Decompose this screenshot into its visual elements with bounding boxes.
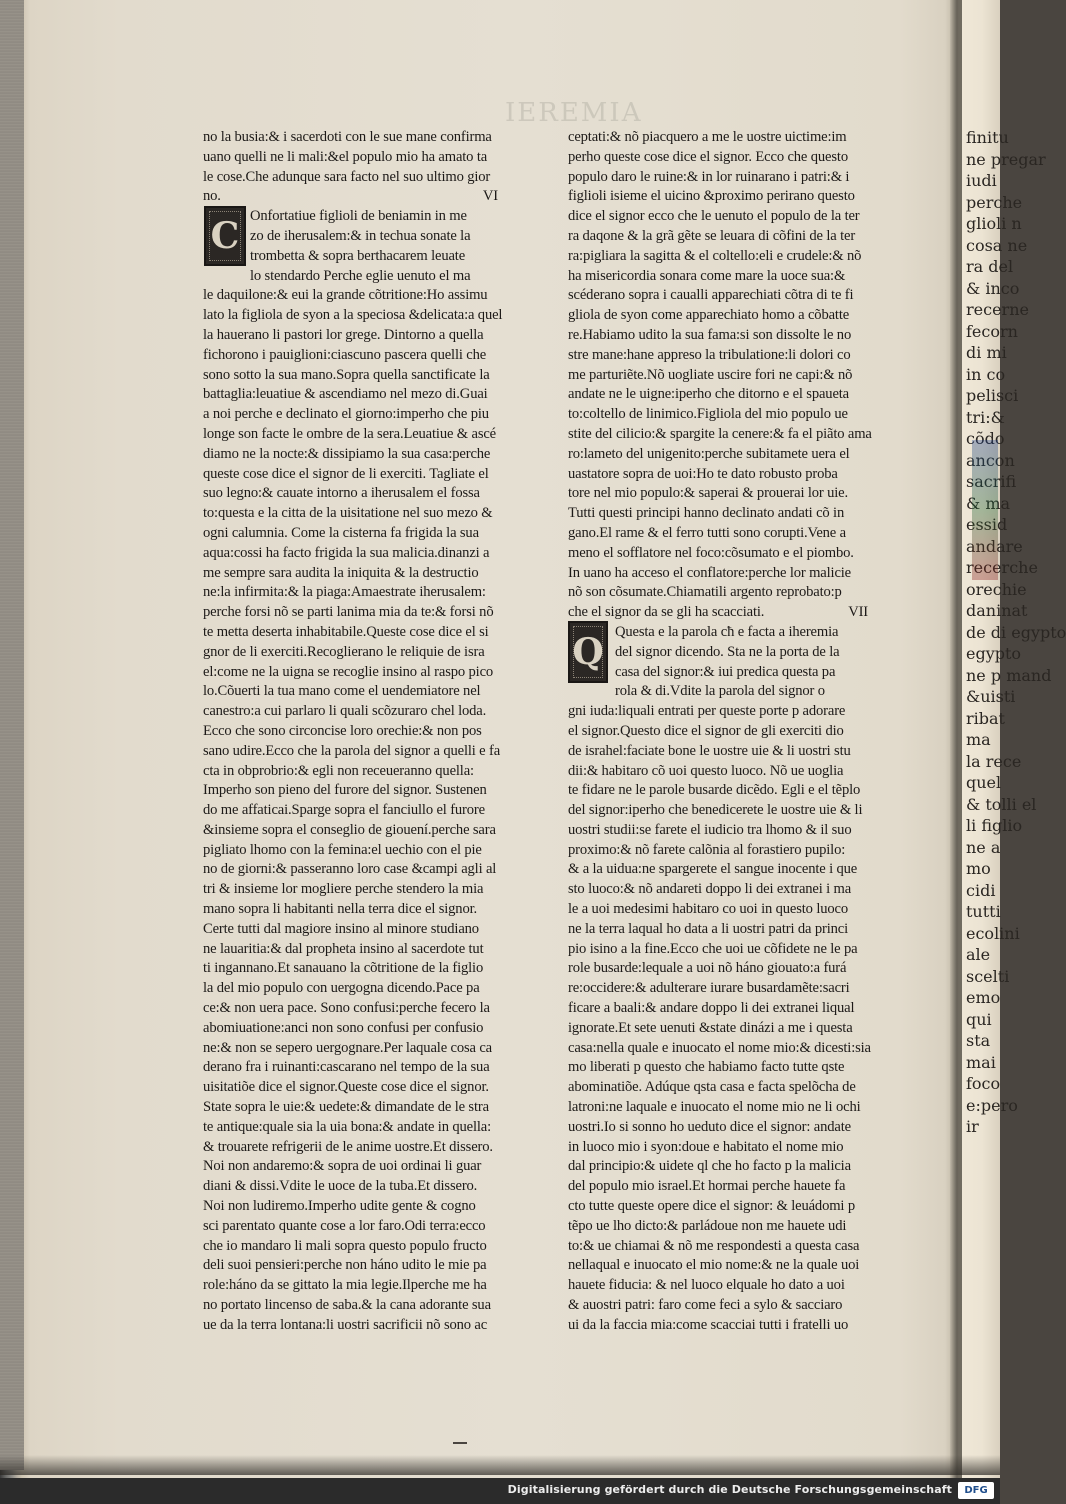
adjacent-page-fragment: ribat [966, 708, 1005, 728]
adjacent-page-fragment: egypto [966, 644, 1022, 663]
adjacent-page-fragment: sta [966, 1031, 991, 1050]
adjacent-page-fragment: essid [966, 515, 1008, 534]
text-line: ui da la faccia mia:come scacciai tutti i fratelli uo [568, 1316, 849, 1333]
text-line: uisitatiõe dice el signor.Queste cose dice el signor. [203, 1079, 489, 1096]
text-line: sci parentato quante cose a lor faro.Odi terra:ecco [203, 1217, 486, 1234]
drop-cap-letter: Q [572, 631, 604, 673]
adjacent-page-fragment: pelisci [966, 386, 1019, 405]
show-through-running-head: IEREMIA [505, 98, 643, 128]
text-line: Noi non ludiremo.Imperho udite gente & cogno [203, 1198, 476, 1215]
text-line: aqua:cossi ha facto frigida la sua malicia.dinanzi a [203, 544, 490, 561]
adjacent-page-fragment: fecorn [966, 321, 1018, 341]
adjacent-page-edge [962, 0, 1066, 1480]
text-line: & a la uidua:ne spargerete el sangue inocente i que [568, 861, 858, 878]
drop-cap-letter: C [210, 215, 240, 257]
text-line: diani & dissi.Vdite le uoce de la tuba.Et dissero. [203, 1178, 478, 1195]
text-line: nõ son cõsumate.Chiamatili argento reprobato:p [568, 584, 842, 601]
text-line: Imperho son pieno del furore del signor. Sustenen [203, 782, 487, 799]
text-line: canestro:a cui parlaro li quali scõzuraro chel loda. [203, 703, 487, 720]
text-line: role busarde:lequale a uoi nõ háno giouato:a furá [568, 960, 847, 977]
text-line: rola & di.Vdite la parola del signor o [615, 683, 825, 700]
adjacent-page-fragment: cõdo [966, 429, 1005, 448]
text-line: te fidare ne le parole busarde dicẽdo. Egli e el tẽplo [568, 782, 861, 799]
funding-notice: Digitalisierung gefördert durch die Deutsche Forschungsgemeinschaft [507, 1483, 952, 1496]
text-line: to:questa e la citta de la uisitatione nel suo mezo & [203, 505, 493, 522]
text-line: latroni:ne laquale e inuocato el nome mio ne li ochi [568, 1099, 861, 1116]
text-line: Questa e la parola cħ e facta a iheremia [615, 623, 839, 640]
adjacent-page-fragment: sacrifi [966, 472, 1017, 491]
adjacent-page-fragment: scelti [966, 966, 1010, 986]
adjacent-page-fragment: foco [966, 1074, 1001, 1093]
text-line: andate ne le uigne:iperho che ditorno e el spaueta [568, 386, 850, 403]
adjacent-page-fragment: orechie [966, 579, 1027, 599]
text-line: battaglia:leuatiue & ascendiamo nel mezo di.Guai [203, 386, 488, 403]
text-line: lato la figliola de syon a la speciosa &delicata:a quel [203, 307, 503, 324]
text-line: pio isino a la fine.Ecco che uoi ue cõfidete ne le pa [568, 940, 858, 957]
text-line: Onfortatiue figlioli de beniamin in me [250, 208, 467, 225]
text-line: &insieme sopra el conseglio de giouení.perche sara [203, 821, 496, 838]
adjacent-page-fragment: recerche [966, 558, 1038, 577]
adjacent-page-fragment: mai [966, 1052, 996, 1072]
adjacent-page-fragment: ale [966, 945, 991, 964]
adjacent-page-fragment: andare [966, 536, 1023, 556]
text-line: le daquilone:& eui la grande cõtritione:Ho assimu [203, 287, 488, 304]
text-line: Noi non andaremo:& sopra de uoi ordinai li guar [203, 1158, 482, 1175]
text-line: la del mio populo con uergogna dicendo.Pace pa [203, 980, 480, 997]
text-line: del signor:iperho che benedicerete le uostre uie & li [568, 802, 863, 819]
text-line [203, 187, 548, 207]
adjacent-page-fragment: qui [966, 1009, 992, 1029]
text-line: perho queste cose dice el signor. Ecco che questo [568, 148, 848, 165]
text-line: ti ingannano.Et sanauano la cõtritione de la figlio [203, 960, 484, 977]
text-line: el signor.Questo dice el signor de gli exerciti dio [568, 722, 844, 739]
text-line: ue da la terra lontana:li uostri sacrificii nõ sono ac [203, 1316, 488, 1333]
text-line: abomiuatione:anci non sono confusi per confusio [203, 1019, 484, 1036]
adjacent-page-fragment: ne pregar [966, 149, 1046, 169]
right-drop-cap-initial [568, 621, 608, 683]
text-line: do me affaticai.Sparge sopra el fanciullo el furore [203, 802, 485, 819]
adjacent-page-fragment: daninat [966, 601, 1028, 620]
text-line: tore nel mio populo:& saperai & prouerai lor uie. [568, 485, 848, 502]
text-line: gnor de li exerciti.Recoglierano le reliquie de isra [203, 643, 485, 660]
adjacent-page-fragment: quel [966, 773, 1002, 792]
text-line: casa:nella quale e inuocato el nome mio:& dicesti:sia [568, 1039, 871, 1056]
text-line: casa del signor:& iui predica questa pa [615, 663, 836, 680]
chapter-number: VII [848, 604, 868, 621]
text-line: State sopra le uie:& uedete:& dimandate de le stra [203, 1099, 489, 1116]
text-line: hauete fiducia: & nel luoco elquale ho dato a uoi [568, 1277, 845, 1294]
text-line: ignorate.Et sete uenuti &state dinázi a me i questa [568, 1019, 853, 1036]
adjacent-page-fragment: & tolli el [966, 794, 1037, 814]
text-line: fichorono i pauiglioni:ciascuno pascera quelli che [203, 346, 487, 363]
text-line: dal principio:& uidete ql che ho facto p la malicia [568, 1158, 851, 1175]
left-text-column [203, 128, 548, 1336]
adjacent-page-fragment: finitu [966, 128, 1009, 147]
text-line: la hauerano li pastori lor grege. Dintorno a quella [203, 326, 484, 343]
text-line: mano sopra li habitanti nella terra dice el signor. [203, 901, 477, 918]
text-line: perche forsi nõ se parti lanima mia da te:& forsi nõ [203, 604, 494, 621]
text-line: cto tutte queste opere dice el signor: & leuádomi p [568, 1198, 855, 1215]
adjacent-page-fragment: ancon [966, 450, 1015, 470]
text-line: populo daro le ruine:& in lor ruinarano i patri:& i [568, 168, 850, 185]
text-line: deli suoi pensieri:perche non háno udito le mie pa [203, 1257, 487, 1274]
adjacent-page-fragment: la rece [966, 751, 1022, 771]
chapter-number: VI [482, 188, 498, 205]
ornament-border [209, 211, 241, 261]
text-line: del populo mio israel.Et hormai perche hauete fa [568, 1178, 846, 1195]
text-line: re:occidere:& adulterare iurare busardamẽte:sacri [568, 980, 850, 997]
text-line: uostri.Io si sonno ho ueduto dice el signor: andate [568, 1118, 851, 1135]
text-line: tri & insieme lor mogliere perche stendero la mia [203, 881, 484, 898]
digitization-footer-bar [0, 1478, 1000, 1504]
text-line: ra daqone & la grã gẽte se leuara di cõfini de la ter [568, 227, 856, 244]
dfg-logo-text: DFG [964, 1485, 988, 1496]
text-line: ro:lameto del unigenito:perche subitamete uera el [568, 445, 850, 462]
text-line: figlioli isieme el uicino &proximo perirano questo [568, 188, 855, 205]
text-line: meno el sofflatore nel foco:cõsumato e el piombo. [568, 544, 854, 561]
text-line: ne la terra laqual ho data a li uostri patri da princi [568, 920, 849, 937]
adjacent-page-fragment: ecolini [966, 923, 1020, 943]
text-line: to:& ue chiamai & nõ me respondesti a questa casa [568, 1237, 860, 1254]
text-line: In uano ha acceso el conflatore:perche lor malicie [568, 564, 852, 581]
text-line: zo de iherusalem:& in techua sonate la [250, 227, 471, 244]
text-line: me sempre sara audita la iniquita & la destructio [203, 564, 479, 581]
text-line: tẽpo ue lho dicto:& parládoue non me hauete udi [568, 1217, 847, 1234]
catchword-dash [453, 1442, 467, 1444]
text-line: le a uoi medesimi habitaro co uoi in questo luoco [568, 901, 849, 918]
text-line: ficare a baali:& andare doppo li dei extranei liqual [568, 1000, 855, 1017]
text-line: no portato lincenso de saba.& la cana adorante sua [203, 1297, 491, 1314]
text-line: stite del cilicio:& spargite la cenere:& fa el piãto ama [568, 425, 872, 442]
text-line: role:háno da se gittato la mia legie.Ilperche me ha [203, 1277, 487, 1294]
text-line: sano udire.Ecco che la parola del signor a quelli e fa [203, 742, 501, 759]
text-line: ceptati:& nõ piacquero a me le uostre uictime:im [568, 129, 847, 145]
adjacent-page-fragment: ne p mand [966, 665, 1052, 685]
text-line: ra:pigliara la sagitta & el coltello:eli e crudele:& nõ [568, 247, 862, 264]
adjacent-page-fragment: li figlio [966, 816, 1023, 835]
text-line: in luoco mio i syon:doue e habitato el nome mio [568, 1138, 844, 1155]
text-line: ne lauaritia:& dal propheta insino al sacerdote tut [203, 940, 484, 957]
text-line: queste cose dice el signor de li exerciti. Tagliate el [203, 465, 489, 482]
text-line: dii:& habitaro cõ uoi questo luoco. Nõ ue uoglia [568, 762, 844, 779]
text-line: scéderano sopra i caualli apparechiati cõtra di te fi [568, 287, 854, 304]
text-line: suo legno:& cauate intorno a iherusalem el fossa [203, 485, 480, 502]
text-line: ce:& non uera pace. Sono confusi:perche fecero la [203, 1000, 490, 1017]
text-line: uano quelli ne li mali:&el populo mio ha amato ta [203, 148, 488, 165]
text-line: lo stendardo Perche eglie uenuto el ma [250, 267, 471, 284]
adjacent-page-fragment: ra del [966, 257, 1014, 276]
text-line: & auostri patri: faro come feci a sylo & sacciaro [568, 1297, 843, 1314]
text-line: sono sotto la sua mano.Sopra quella sanctificate la [203, 366, 490, 383]
text-line: gano.El rame & el ferro tutti sono corupti.Vene a [568, 524, 846, 541]
text-line: Certe tutti dal magiore insino al minore studiano [203, 920, 479, 937]
text-line: de israhel:faciate bone le uostre uie & li uostri stu [568, 742, 851, 759]
text-line: ne:la infirmita:& la piaga:Amaestrate iherusalem: [203, 584, 486, 601]
text-line: lo.Cõuerti la tua mano come el uendemiatore nel [203, 683, 481, 700]
text-line: re.Habiamo udito la sua fama:si son dissolte le no [568, 326, 852, 343]
text-line: mo liberati p questo che habiamo facto tutte qste [568, 1059, 845, 1076]
text-line [568, 603, 908, 623]
adjacent-page-fragment: mo [966, 859, 991, 878]
text-line: a noi perche e declinato el giorno:imperho che piu [203, 406, 489, 423]
text-line: dice el signor ecco che le uenuto el populo de la ter [568, 208, 860, 225]
text-line: Ecco che sono circoncise loro orechie:& non pos [203, 722, 482, 739]
text-line: & trouarete refrigerii de le anime uostre.Et dissero. [203, 1138, 493, 1155]
adjacent-page-fragment: ne a [966, 837, 1001, 857]
adjacent-page-fragment: in co [966, 364, 1006, 384]
right-text-column [568, 128, 908, 1336]
adjacent-page-fragment: perche [966, 192, 1023, 212]
text-line: no la busia:& i sacerdoti con le sue mane confirma [203, 129, 492, 145]
text-line: pigliato lhomo con la femina:el uechio con el pie [203, 841, 482, 858]
adjacent-page-fragment: tutti [966, 902, 1001, 921]
text-line: te metta deserta inhabitabile.Queste cose dice el si [203, 623, 489, 640]
text-line: gliola de syon come apparechiato homo a cõbatte [568, 307, 850, 324]
text-line: che io mandaro li mali sopra questo populo fructo [203, 1237, 487, 1254]
text-line: diamo ne la nocte:& dissipiamo la sua casa:perche [203, 445, 491, 462]
text-line: cta in obprobrio:& egli non receueranno quella: [203, 762, 474, 779]
adjacent-page-fragment: glioli n [966, 214, 1022, 233]
text-line: no de giorni:& passeranno loro case &campi agli al [203, 861, 497, 878]
text-line: ne:& non se sepero uergognare.Per laquale cosa ca [203, 1039, 493, 1056]
adjacent-page-fragment: de di egypto [966, 622, 1066, 642]
text-line: sto luoco:& nõ andareti doppo li dei extranei i ma [568, 881, 852, 898]
text-line: me parturiẽte.Nõ uogliate uscire fori ne capi:& nõ [568, 366, 853, 383]
text-line: trombetta & sopra berthacarem leuate [250, 247, 466, 264]
adjacent-page-fragment: &uisti [966, 687, 1016, 706]
adjacent-page-fragment: di mi [966, 343, 1007, 362]
ornament-border [573, 626, 603, 678]
page-bottom-shadow [0, 1455, 1000, 1475]
adjacent-page-fragment: tri:& [966, 407, 1005, 427]
text-line: derano fra i ruinanti:cascarano nel tempo de la sua [203, 1059, 490, 1076]
text-line: uastatore sopra de uoi:Ho te dato robusto proba [568, 465, 838, 482]
adjacent-page-fragment: & inco [966, 278, 1020, 298]
text-line: del signor dicendo. Sta ne la porta de la [615, 643, 840, 660]
text-line: to:coltello de linimico.Figliola del mio populo ue [568, 406, 848, 423]
line-text: che el signor da se gli ha scacciati. [568, 604, 765, 621]
text-line: te antique:quale sia la uia bona:& andate in quella: [203, 1118, 492, 1135]
text-line: le cose.Che adunque sara facto nel suo ultimo gior [203, 168, 491, 185]
text-line: proximo:& nõ farete calõnia al forastiero pupilo: [568, 841, 846, 858]
text-line: stre mane:hane appreso la tribulatione:li dolori co [568, 346, 851, 363]
adjacent-page-fragment: iudi [966, 171, 997, 190]
adjacent-page-fragment: cidi [966, 880, 996, 900]
adjacent-page-fragment: ma [966, 730, 991, 749]
text-line: ha misericordia sonara come mare la uoce sua:& [568, 267, 846, 284]
adjacent-page-fragment: recerne [966, 300, 1029, 319]
text-line: nellaqual e inuocato el mio nome:& ne la quale uoi [568, 1257, 860, 1274]
adjacent-page-fragment: emo [966, 988, 1001, 1007]
adjacent-page-fragment: e:pero [966, 1095, 1018, 1115]
color-reference-strip [972, 440, 998, 580]
line-text: no. [203, 188, 221, 205]
adjacent-page-fragment: & ma [966, 493, 1011, 513]
text-line: abominatiõe. Adúque qsta casa e facta spelõcha de [568, 1079, 856, 1096]
adjacent-page-fragment: ir [966, 1117, 979, 1136]
text-line: Tutti questi principi hanno declinato andati cõ in [568, 505, 845, 522]
text-line: gni iuda:liquali entrati per queste porte p adorare [568, 703, 846, 720]
text-line: ogni calumnia. Come la cisterna fa frigida la sua [203, 524, 479, 541]
page-edges [0, 0, 24, 1470]
text-line: el:come ne la uigna se recoglie insino al raspo pico [203, 663, 494, 680]
text-line: uostri studii:se farete el iudicio tra lhomo & il suo [568, 821, 852, 838]
adjacent-page-fragment: cosa ne [966, 235, 1028, 255]
dfg-logo[interactable] [958, 1482, 994, 1499]
text-line: longe son facte le ombre de la sera.Leuatiue & ascé [203, 425, 497, 442]
left-drop-cap-initial [204, 206, 246, 266]
